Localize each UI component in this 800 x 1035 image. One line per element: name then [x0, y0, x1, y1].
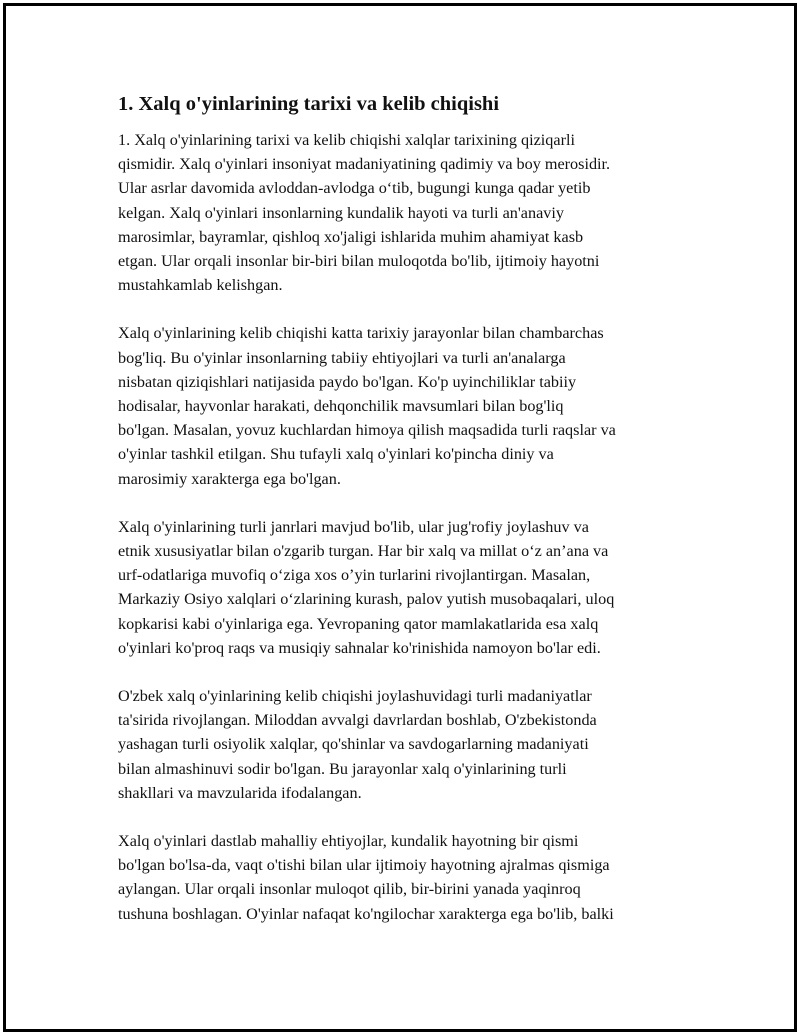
paragraph — [118, 515, 698, 660]
text-line: Xalq o'yinlari dastlab mahalliy ehtiyojlar, kundalik hayotning bir qismi — [118, 832, 579, 851]
text-line: bo'lgan. Masalan, yovuz kuchlardan himoya qilish maqsadida turli raqslar va — [118, 421, 616, 440]
text-line: ta'sirida rivojlangan. Miloddan avvalgi davrlardan boshlab, O'zbekistonda — [118, 711, 597, 730]
text-line: bilan almashinuvi sodir bo'lgan. Bu jarayonlar xalq o'yinlarining turli — [118, 759, 567, 778]
text-line: o'yinlari ko'proq raqs va musiqiy sahnalar ko'rinishida namoyon bo'lar edi. — [118, 638, 601, 657]
text-line: Xalq o'yinlarining turli janrlari mavjud bo'lib, ular jug'rofiy joylashuv va — [118, 517, 589, 536]
text-line: hodisalar, hayvonlar harakati, dehqonchilik mavsumlari bilan bog'liq — [118, 397, 564, 416]
text-line: O'zbek xalq o'yinlarining kelib chiqishi joylashuvidagi turli madaniyatlar — [118, 687, 592, 706]
document-body — [118, 90, 698, 950]
text-line: nisbatan qiziqishlari natijasida paydo bo'lgan. Ko'p uyinchiliklar tabiiy — [118, 372, 577, 391]
text-line: kopkarisi kabi o'yinlariga ega. Yevropaning qator mamlakatlarida esa xalq — [118, 614, 599, 633]
text-line: urf-odatlariga muvofiq o‘ziga xos o’yin turlarini rivojlantirgan. Masalan, — [118, 566, 591, 585]
text-line: mustahkamlab kelishgan. — [118, 276, 283, 295]
paragraph — [118, 684, 698, 805]
text-line: shakllari va mavzularida ifodalangan. — [118, 783, 362, 802]
text-line: Ular asrlar davomida avloddan-avlodga o‘tib, bugungi kunga qadar yetib — [118, 179, 591, 198]
text-line: Markaziy Osiyo xalqlari o‘zlarining kurash, palov yutish musobaqalari, uloq — [118, 590, 615, 609]
text-line: bo'lgan bo'lsa-da, vaqt o'tishi bilan ular ijtimoiy hayotning ajralmas qismiga — [118, 856, 610, 875]
text-line: o'yinlar tashkil etilgan. Shu tufayli xalq o'yinlari ko'pincha diniy va — [118, 445, 554, 464]
text-line: Xalq o'yinlarining kelib chiqishi katta tarixiy jarayonlar bilan chambarchas — [118, 324, 604, 343]
text-line: marosimlar, bayramlar, qishloq xo'jaligi ishlarida muhim ahamiyat kasb — [118, 227, 584, 246]
text-line: qismidir. Xalq o'yinlari insoniyat madaniyatining qadimiy va boy merosidir. — [118, 155, 611, 174]
paragraph — [118, 128, 698, 297]
text-line: yashagan turli osiyolik xalqlar, qo'shinlar va savdogarlarning madaniyati — [118, 735, 589, 754]
text-line: marosimiy xarakterga ega bo'lgan. — [118, 469, 341, 488]
text-line: kelgan. Xalq o'yinlari insonlarning kundalik hayoti va turli an'anaviy — [118, 203, 564, 222]
text-line: 1. Xalq o'yinlarining tarixi va kelib chiqishi xalqlar tarixining qiziqarli — [118, 131, 575, 149]
paragraph — [118, 321, 698, 490]
text-line: etnik xususiyatlar bilan o'zgarib turgan. Har bir xalq va millat o‘z an’ana va — [118, 542, 609, 561]
text-line: aylangan. Ular orqali insonlar muloqot qilib, bir-birini yanada yaqinroq — [118, 880, 581, 899]
text-line: tushuna boshlagan. O'yinlar nafaqat ko'ngilochar xarakterga ega bo'lib, balki — [118, 904, 614, 923]
text-line: etgan. Ular orqali insonlar bir-biri bilan muloqotda bo'lib, ijtimoiy hayotni — [118, 252, 600, 271]
document-title: 1. Xalq o'yinlarining tarixi va kelib chiqishi — [118, 93, 500, 115]
text-line: bog'liq. Bu o'yinlar insonlarning tabiiy ehtiyojlari va turli an'analarga — [118, 348, 566, 367]
paragraph-list — [118, 128, 698, 926]
paragraph — [118, 829, 698, 926]
